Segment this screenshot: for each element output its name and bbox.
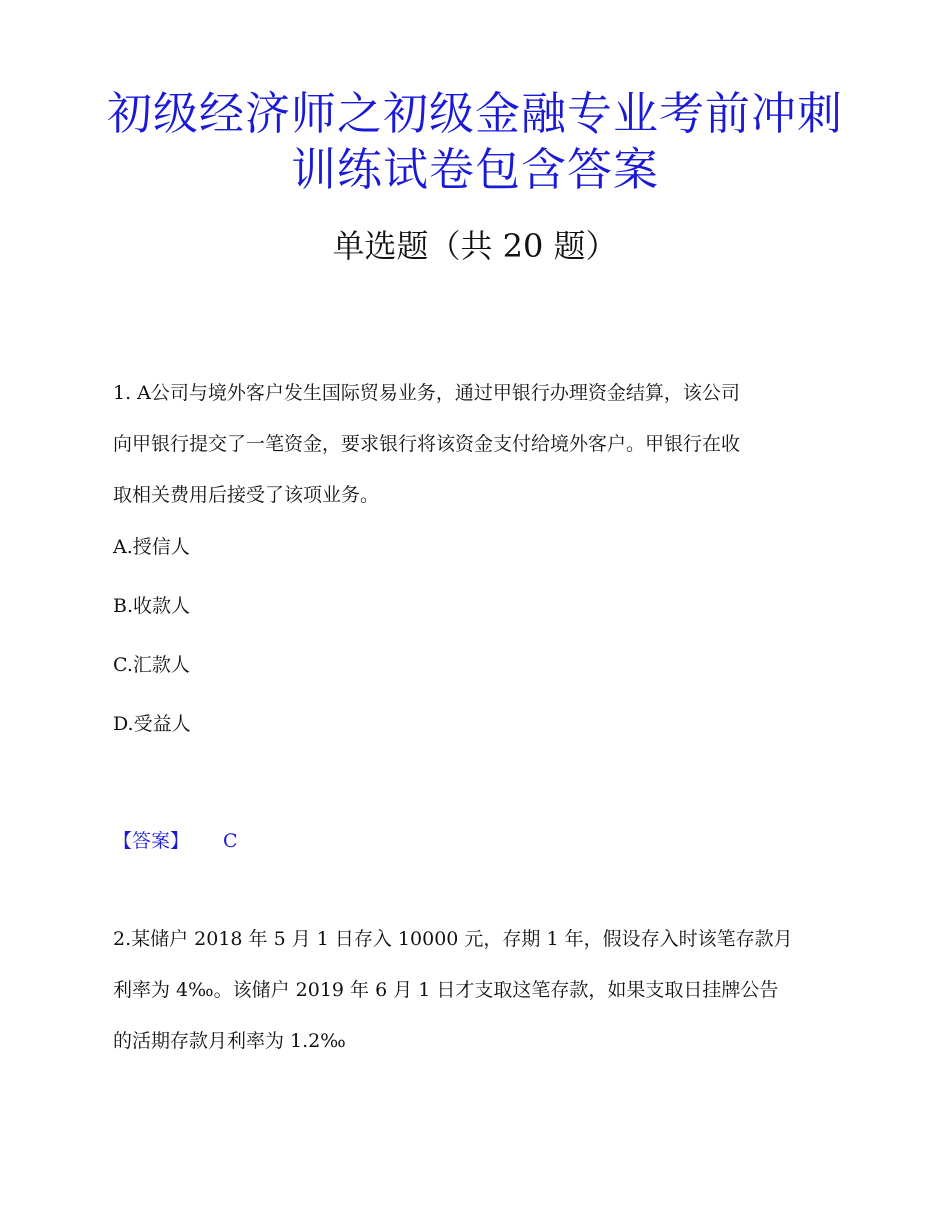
option-c: C.汇款人 xyxy=(113,654,190,676)
title-line-2: 训练试卷包含答案 xyxy=(290,143,659,196)
answer-label: 【答案】 xyxy=(113,830,190,852)
answer-value: C xyxy=(223,830,238,852)
question-1 xyxy=(113,368,833,521)
section-heading: 单选题（共 20 题） xyxy=(332,227,618,265)
question-1-line: 向甲银行提交了一笔资金，要求银行将该资金支付给境外客户。甲银行在收 xyxy=(113,433,741,455)
answer-row xyxy=(113,826,238,856)
option-d: D.受益人 xyxy=(113,713,191,735)
question-1-line: 1. A公司与境外客户发生国际贸易业务，通过甲银行办理资金结算，该公司 xyxy=(113,382,740,404)
question-2 xyxy=(113,914,843,1067)
title-line-1: 初级经济师之初级金融专业考前冲刺 xyxy=(106,87,843,140)
question-2-line: 的活期存款月利率为 1.2‰ xyxy=(113,1030,346,1052)
option-a: A.授信人 xyxy=(113,536,190,558)
question-1-line: 取相关费用后接受了该项业务。 xyxy=(113,484,380,506)
question-2-line: 2.某储户 2018 年 5 月 1 日存入 10000 元，存期 1 年，假设存入时该笔存款月 xyxy=(113,928,793,950)
document-title xyxy=(0,86,950,198)
option-b: B.收款人 xyxy=(113,595,191,617)
question-2-line: 利率为 4‰。该储户 2019 年 6 月 1 日才支取这笔存款，如果支取日挂牌公告 xyxy=(113,979,779,1001)
